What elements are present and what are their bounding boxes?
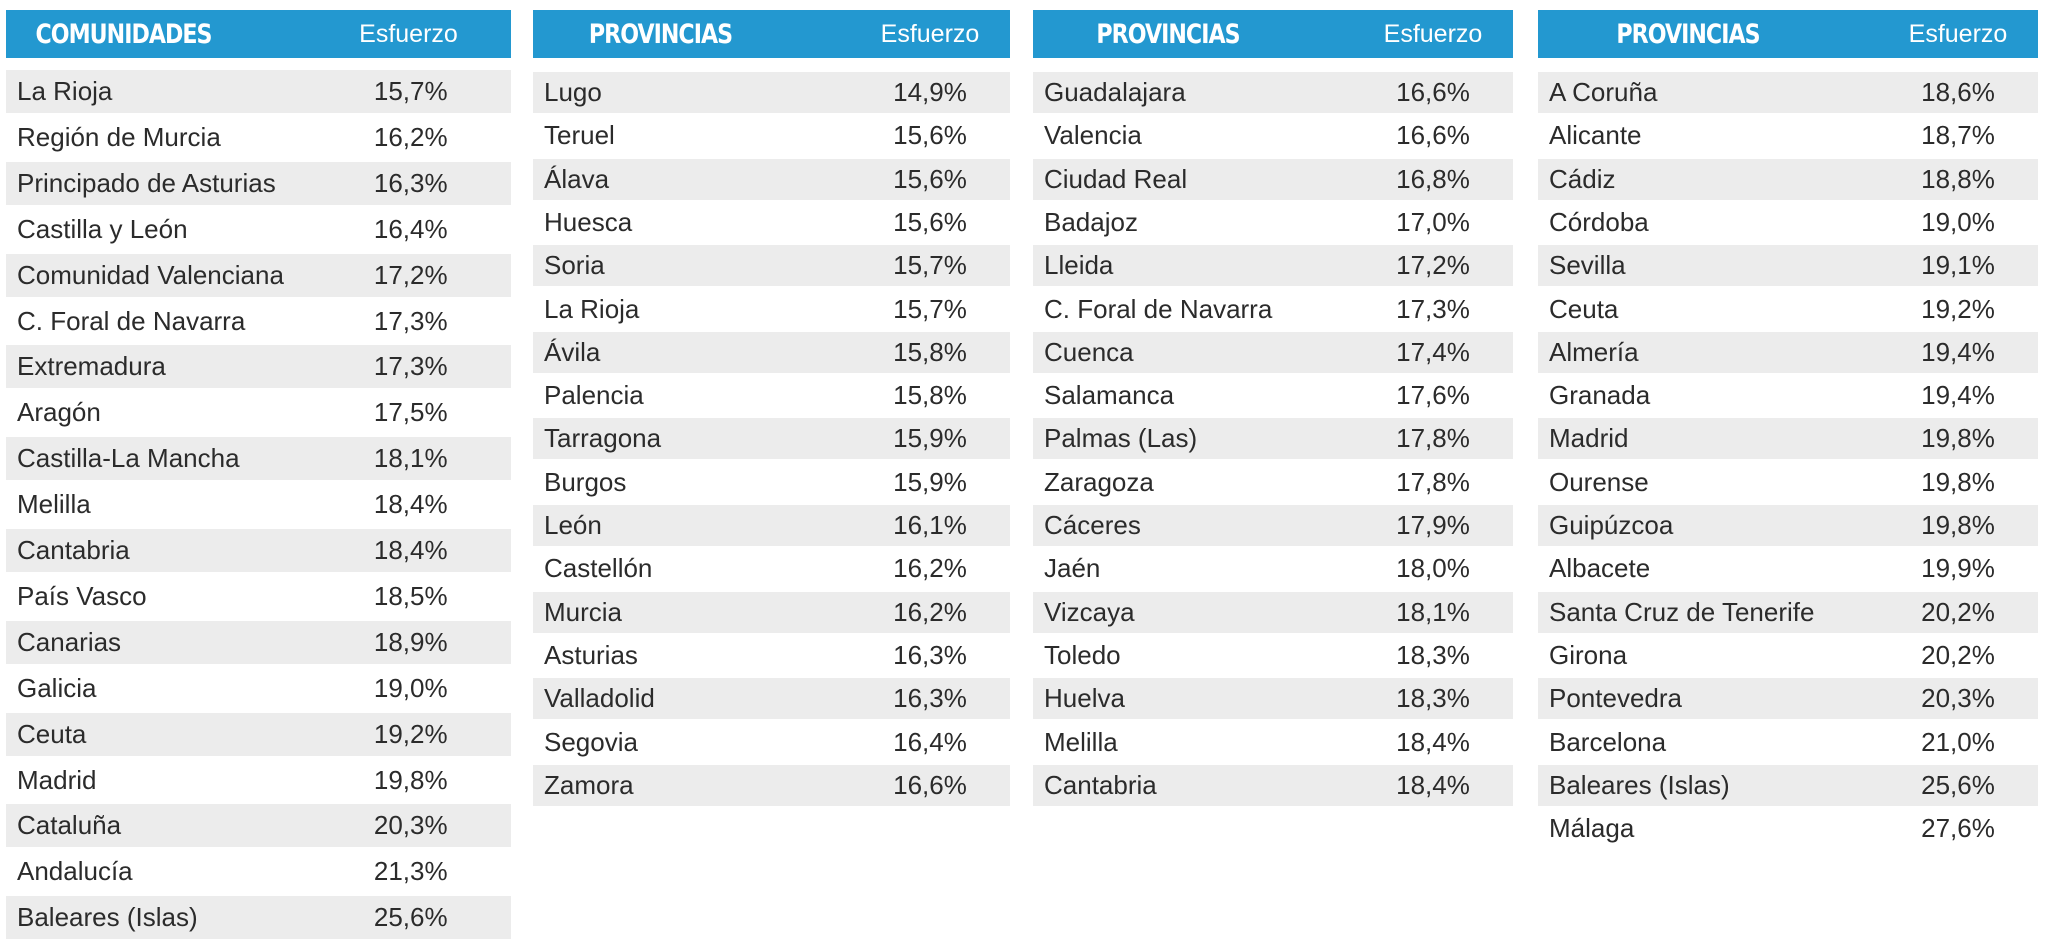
row-value: 20,2% [1921, 596, 1995, 627]
table-row [6, 575, 511, 618]
row-name: Ávila [544, 336, 601, 367]
row-name: C. Foral de Navarra [1044, 293, 1273, 324]
table-row [533, 462, 1010, 503]
table-row [1538, 462, 2038, 503]
row-value: 19,8% [1921, 423, 1995, 454]
row-value: 15,6% [893, 120, 967, 151]
row-value: 16,2% [893, 596, 967, 627]
row-name: Guadalajara [1044, 77, 1186, 107]
row-name: Palmas (Las) [1044, 423, 1198, 454]
row-name: Región de Murcia [17, 121, 221, 152]
table-row [533, 765, 1010, 806]
row-name: Zamora [544, 769, 634, 800]
header-title: PROVINCIAS [1096, 18, 1240, 50]
row-name: La Rioja [544, 293, 640, 324]
table-row [1033, 505, 1513, 546]
row-value: 19,8% [1921, 466, 1995, 497]
row-value: 16,4% [893, 726, 967, 757]
row-name: Baleares (Islas) [1549, 769, 1730, 800]
table-row [1538, 548, 2038, 589]
row-value: 16,3% [893, 683, 967, 714]
table-row [6, 804, 511, 847]
table-row [533, 635, 1010, 676]
row-name: Zaragoza [1044, 466, 1154, 497]
row-name: Valencia [1044, 120, 1142, 151]
table-row [533, 72, 1010, 113]
row-value: 14,9% [893, 77, 967, 107]
table-row [1538, 245, 2038, 286]
table-row [533, 375, 1010, 416]
header-value-label: Esfuerzo [1383, 19, 1483, 48]
row-name: Ciudad Real [1044, 163, 1188, 194]
table-row [533, 289, 1010, 330]
row-value: 21,0% [1921, 726, 1995, 757]
row-name: Guipúzcoa [1549, 510, 1674, 540]
table-row [6, 529, 511, 572]
row-name: Granada [1549, 380, 1651, 411]
row-name: Principado de Asturias [17, 167, 276, 198]
table-row [6, 300, 511, 343]
table-header [6, 10, 511, 58]
row-name: Canarias [17, 626, 122, 657]
row-value: 17,5% [373, 397, 448, 428]
row-name: Santa Cruz de Tenerife [1549, 596, 1815, 627]
row-name: Ceuta [1549, 293, 1619, 324]
row-name: Comunidad Valenciana [17, 259, 284, 290]
row-value: 18,4% [1396, 726, 1470, 757]
row-name: Córdoba [1549, 206, 1649, 237]
row-name: Sevilla [1549, 250, 1626, 281]
row-name: País Vasco [17, 580, 147, 611]
row-value: 18,6% [1921, 77, 1995, 107]
row-value: 16,6% [1396, 120, 1470, 151]
table-header [533, 10, 1010, 58]
row-name: Soria [544, 250, 605, 281]
row-value: 20,3% [1921, 683, 1995, 714]
comunidades-table [6, 10, 511, 933]
row-value: 17,3% [373, 305, 448, 336]
row-value: 15,9% [893, 466, 967, 497]
table-row [1033, 289, 1513, 330]
table-row [1538, 375, 2038, 416]
row-value: 18,4% [1396, 769, 1470, 800]
row-name: Melilla [1044, 726, 1118, 757]
row-name: Toledo [1044, 639, 1121, 670]
table-row [1033, 765, 1513, 806]
row-name: Girona [1549, 639, 1628, 670]
row-name: Madrid [1549, 423, 1629, 454]
row-name: Galicia [17, 672, 97, 703]
row-name: Extremadura [17, 351, 166, 382]
row-name: Andalucía [17, 856, 133, 887]
provincias-table-2 [1033, 10, 1513, 800]
row-name: La Rioja [17, 76, 113, 106]
row-name: Melilla [17, 489, 91, 520]
row-name: Cantabria [1044, 769, 1157, 800]
provincias-table-3 [1538, 10, 2038, 844]
row-name: Aragón [17, 397, 101, 428]
row-value: 17,4% [1396, 336, 1470, 367]
table-row [1033, 592, 1513, 633]
row-value: 15,7% [893, 250, 967, 281]
row-name: Almería [1549, 336, 1639, 367]
row-value: 18,8% [1921, 163, 1995, 194]
table-row [1033, 635, 1513, 676]
table-row [533, 418, 1010, 459]
row-value: 17,0% [1396, 206, 1470, 237]
row-name: Pontevedra [1549, 683, 1682, 714]
table-row [1538, 678, 2038, 719]
table-row [1033, 332, 1513, 373]
table-row [1538, 808, 2038, 849]
row-name: Valladolid [544, 683, 655, 714]
row-name: Ceuta [17, 718, 87, 749]
row-value: 17,8% [1396, 423, 1470, 454]
row-name: Lleida [1044, 250, 1114, 281]
row-name: Baleares (Islas) [17, 902, 198, 933]
header-value-label: Esfuerzo [880, 19, 980, 48]
row-value: 15,6% [893, 206, 967, 237]
table-row [533, 332, 1010, 373]
table-header [1538, 10, 2038, 58]
table-row [1538, 72, 2038, 113]
table-row [533, 678, 1010, 719]
row-name: Huesca [544, 206, 633, 237]
row-value: 16,4% [373, 213, 448, 244]
table-row [1033, 72, 1513, 113]
table-row [1033, 462, 1513, 503]
provincias-table-1 [533, 10, 1010, 800]
row-name: Cuenca [1044, 336, 1134, 367]
row-name: León [544, 510, 602, 540]
row-name: Palencia [544, 380, 644, 411]
table-row [1538, 722, 2038, 763]
row-value: 15,9% [893, 423, 967, 454]
row-value: 16,1% [893, 510, 967, 540]
table-row [6, 345, 511, 388]
table-row [533, 548, 1010, 589]
table-row [1033, 548, 1513, 589]
header-title: PROVINCIAS [588, 18, 733, 50]
row-name: Tarragona [544, 423, 662, 454]
header-title: PROVINCIAS [1616, 18, 1760, 50]
row-value: 18,5% [373, 580, 448, 611]
table-row [533, 592, 1010, 633]
row-value: 18,3% [1396, 683, 1470, 714]
row-value: 17,3% [373, 351, 448, 382]
row-name: Cádiz [1549, 163, 1616, 194]
row-value: 19,8% [373, 764, 448, 795]
table-row [533, 245, 1010, 286]
row-value: 15,6% [893, 163, 967, 194]
table-row [1033, 678, 1513, 719]
header-value-label: Esfuerzo [1908, 19, 2008, 48]
row-name: Salamanca [1044, 380, 1175, 411]
row-name: Castilla y León [17, 213, 188, 244]
row-value: 27,6% [1921, 813, 1995, 844]
table-row [533, 202, 1010, 243]
row-value: 25,6% [373, 902, 448, 933]
row-name: Cáceres [1044, 510, 1141, 540]
row-value: 18,9% [373, 626, 448, 657]
table-row [1033, 245, 1513, 286]
row-value: 16,2% [893, 553, 967, 584]
row-name: Málaga [1549, 813, 1635, 844]
row-value: 17,2% [1396, 250, 1470, 281]
row-value: 15,7% [893, 293, 967, 324]
table-row [1538, 332, 2038, 373]
row-value: 17,9% [1396, 510, 1470, 540]
row-value: 19,1% [1921, 250, 1995, 281]
row-name: Castellón [544, 553, 653, 584]
row-value: 16,8% [1396, 163, 1470, 194]
row-name: Segovia [544, 726, 638, 757]
row-name: Asturias [544, 639, 638, 670]
table-row [6, 667, 511, 710]
row-value: 16,2% [373, 121, 448, 152]
row-name: C. Foral de Navarra [17, 305, 246, 336]
row-value: 18,1% [373, 443, 448, 474]
row-value: 17,6% [1396, 380, 1470, 411]
row-name: Barcelona [1549, 726, 1667, 757]
table-row [1033, 418, 1513, 459]
row-value: 19,0% [1921, 206, 1995, 237]
row-name: Alicante [1549, 120, 1642, 151]
row-value: 19,2% [373, 718, 448, 749]
row-name: Teruel [544, 120, 615, 151]
row-value: 16,6% [1396, 77, 1470, 107]
header-title: COMUNIDADES [35, 18, 212, 50]
row-value: 19,0% [373, 672, 448, 703]
row-name: Murcia [544, 596, 623, 627]
row-value: 19,8% [1921, 510, 1995, 540]
row-name: Cataluña [17, 810, 122, 841]
row-value: 18,1% [1396, 596, 1470, 627]
table-row [533, 505, 1010, 546]
row-value: 20,3% [373, 810, 448, 841]
table-row [1538, 765, 2038, 806]
table-row [6, 850, 511, 893]
row-name: Jaén [1044, 553, 1101, 584]
table-row [6, 162, 511, 205]
row-value: 19,4% [1921, 380, 1995, 411]
row-name: Badajoz [1044, 206, 1138, 237]
row-name: Burgos [544, 466, 627, 497]
row-value: 17,3% [1396, 293, 1470, 324]
row-name: Álava [544, 163, 610, 194]
table-row [6, 896, 511, 939]
row-value: 19,9% [1921, 553, 1995, 584]
table-row [1033, 375, 1513, 416]
row-value: 18,4% [373, 535, 448, 565]
table-row [6, 759, 511, 802]
row-value: 25,6% [1921, 769, 1995, 800]
table-row [1538, 115, 2038, 156]
row-value: 15,8% [893, 380, 967, 411]
table-row [1033, 159, 1513, 200]
row-value: 18,7% [1921, 120, 1995, 151]
row-value: 19,4% [1921, 336, 1995, 367]
table-row [6, 254, 511, 297]
table-row [6, 208, 511, 251]
row-value: 15,7% [373, 76, 448, 106]
table-row [1538, 418, 2038, 459]
row-value: 21,3% [373, 856, 448, 887]
table-row [6, 391, 511, 434]
row-value: 18,4% [373, 489, 448, 520]
row-name: Ourense [1549, 466, 1649, 497]
table-header [1033, 10, 1513, 58]
table-row [1538, 289, 2038, 330]
header-value-label: Esfuerzo [359, 19, 458, 48]
row-value: 15,8% [893, 336, 967, 367]
row-value: 18,0% [1396, 553, 1470, 584]
row-value: 17,2% [373, 259, 448, 290]
table-row [1538, 202, 2038, 243]
table-row [1538, 505, 2038, 546]
row-value: 20,2% [1921, 639, 1995, 670]
table-row [1033, 722, 1513, 763]
table-row [1538, 635, 2038, 676]
table-row [6, 116, 511, 159]
row-value: 17,8% [1396, 466, 1470, 497]
table-row [1033, 115, 1513, 156]
row-name: Huelva [1044, 683, 1125, 714]
table-row [533, 722, 1010, 763]
table-row [6, 713, 511, 756]
row-name: A Coruña [1549, 77, 1658, 107]
row-name: Madrid [17, 764, 97, 795]
table-row [1033, 202, 1513, 243]
table-row [1538, 592, 2038, 633]
row-value: 16,3% [893, 639, 967, 670]
row-value: 16,6% [893, 769, 967, 800]
row-value: 18,3% [1396, 639, 1470, 670]
table-row [6, 621, 511, 664]
table-row [533, 115, 1010, 156]
row-value: 16,3% [373, 167, 448, 198]
table-row [533, 159, 1010, 200]
row-name: Lugo [544, 77, 602, 107]
row-value: 19,2% [1921, 293, 1995, 324]
table-row [6, 483, 511, 526]
table-row [6, 70, 511, 113]
row-name: Castilla-La Mancha [17, 443, 240, 474]
row-name: Cantabria [17, 535, 130, 565]
row-name: Vizcaya [1044, 596, 1135, 627]
table-row [6, 437, 511, 480]
table-row [1538, 159, 2038, 200]
row-name: Albacete [1549, 553, 1651, 584]
